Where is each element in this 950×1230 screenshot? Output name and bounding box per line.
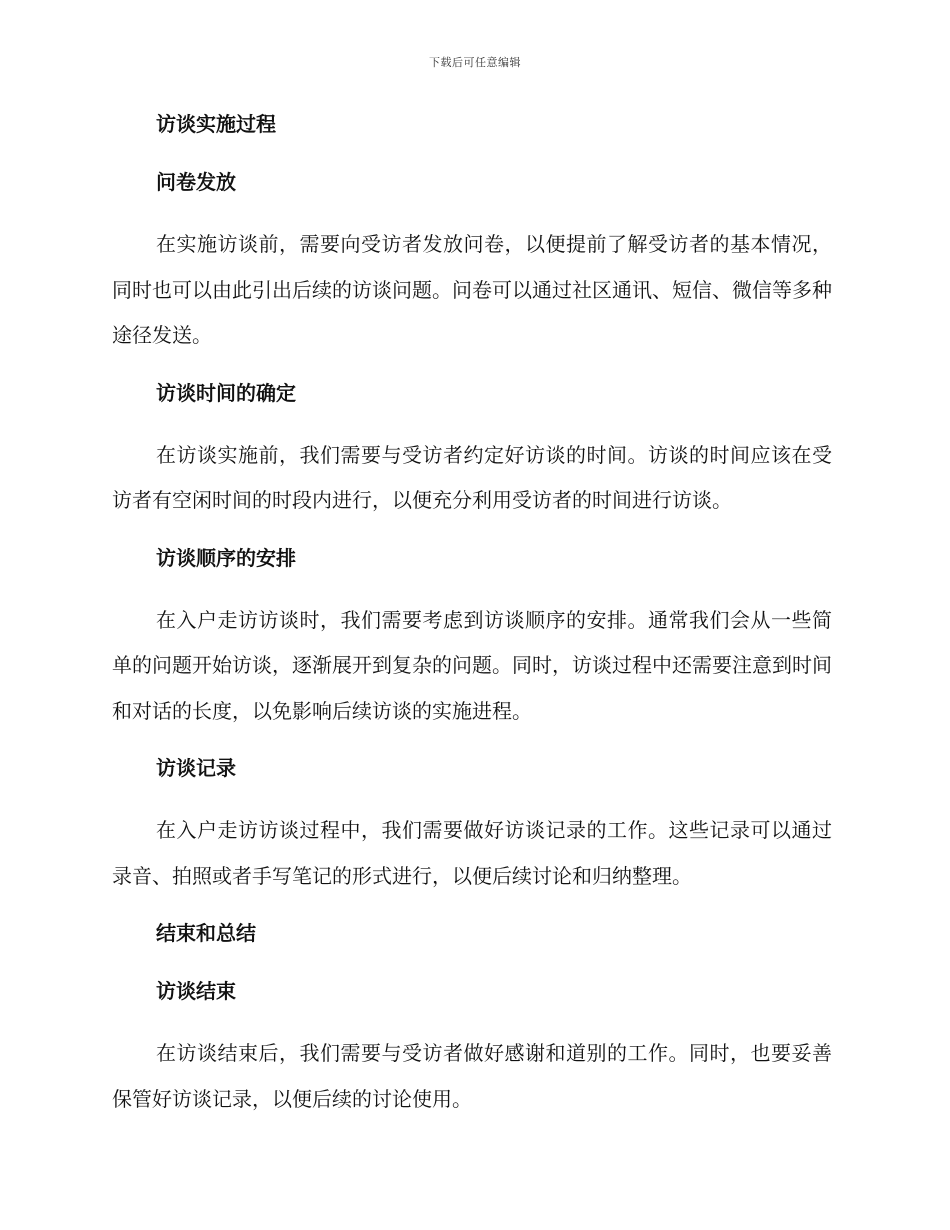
heading-conclusion: 结束和总结 [156,921,256,945]
paragraph-interview-time: 在访谈实施前，我们需要与受访者约定好访谈的时间。访谈的时间应该在受访者有空闲时间的时段内进行，以便充分利用受访者的时间进行访谈。 [112,442,832,512]
paragraph-interview-record: 在入户走访访谈过程中，我们需要做好访谈记录的工作。这些记录可以通过录音、拍照或者手写笔记的形式进行，以便后续讨论和归纳整理。 [112,818,832,888]
heading-interview-process: 访谈实施过程 [156,112,276,136]
header-note: 下载后可任意编辑 [429,56,521,69]
heading-interview-record: 访谈记录 [156,756,236,780]
paragraph-interview-order: 在入户走访访谈时，我们需要考虑到访谈顺序的安排。通常我们会从一些简单的问题开始访谈，逐渐展开到复杂的问题。同时，访谈过程中还需要注意到时间和对话的长度，以免影响后续访谈的实施进程。 [112,607,832,723]
paragraph-interview-end: 在访谈结束后，我们需要与受访者做好感谢和道别的工作。同时，也要妥善保管好访谈记录，以便后续的讨论使用。 [112,1041,832,1111]
heading-questionnaire: 问卷发放 [156,170,236,194]
heading-interview-time: 访谈时间的确定 [156,380,296,405]
document-body [112,106,832,1138]
heading-interview-end: 访谈结束 [156,979,236,1003]
heading-interview-order: 访谈顺序的安排 [156,545,296,570]
paragraph-questionnaire: 在实施访谈前，需要向受访者发放问卷，以便提前了解受访者的基本情况，同时也可以由此引出后续的访谈问题。问卷可以通过社区通讯、短信、微信等多种途径发送。 [112,232,832,347]
